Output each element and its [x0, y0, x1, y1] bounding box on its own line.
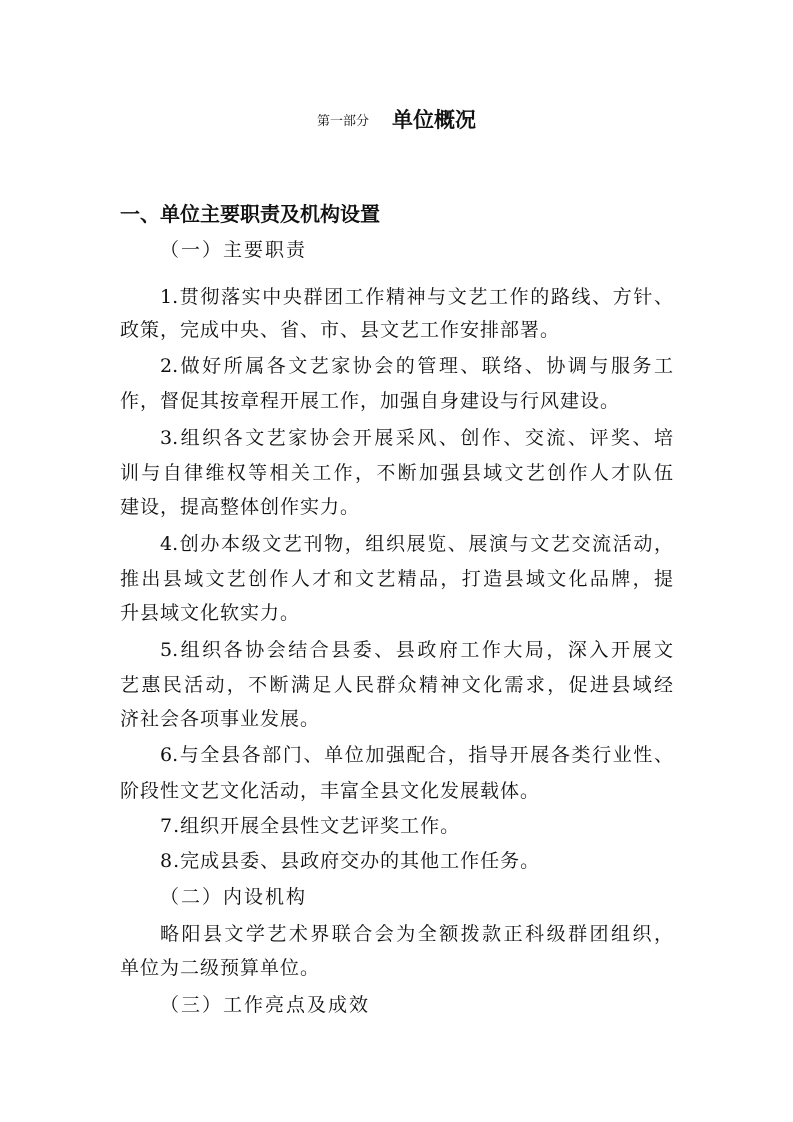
- paragraph-line: 训与自律维权等相关工作，不断加强县域文艺创作人才队伍: [120, 462, 673, 484]
- paragraph-line: 1.贯彻落实中央群团工作精神与文艺工作的路线、方针、: [160, 286, 673, 308]
- paragraph-line: 阶段性文艺文化活动，丰富全县文化发展载体。: [120, 780, 541, 802]
- subheading: （一）主要职责: [160, 239, 308, 261]
- page-header: [0, 104, 793, 134]
- paragraph-line: 略阳县文学艺术界联合会为全额拨款正科级群团组织，: [160, 923, 673, 945]
- paragraph-line: 推出县域文艺创作人才和文艺精品，打造县域文化品牌，提: [120, 568, 673, 590]
- subheading: （三）工作亮点及成效: [160, 994, 371, 1016]
- part-title: 单位概况: [392, 108, 477, 132]
- section-heading: 一、单位主要职责及机构设置: [120, 202, 380, 226]
- paragraph-line: 6.与全县各部门、单位加强配合，指导开展各类行业性、: [160, 744, 673, 766]
- subheading: （二）内设机构: [160, 886, 308, 908]
- paragraph-line: 升县域文化软实力。: [120, 602, 301, 624]
- part-label: 第一部分: [316, 113, 369, 129]
- paragraph-line: 4.创办本级文艺刊物，组织展览、展演与文艺交流活动，: [160, 533, 673, 555]
- paragraph-line: 作，督促其按章程开展工作，加强自身建设与行风建设。: [120, 390, 621, 412]
- paragraph-line: 3.组织各文艺家协会开展采风、创作、交流、评奖、培: [160, 427, 673, 449]
- paragraph-line: 建设，提高整体创作实力。: [120, 496, 361, 518]
- paragraph-line: 艺惠民活动，不断满足人民群众精神文化需求，促进县域经: [120, 674, 673, 696]
- paragraph-line: 单位为二级预算单位。: [120, 957, 321, 979]
- paragraph-line: 8.完成县委、县政府交办的其他工作任务。: [160, 850, 541, 872]
- paragraph-line: 2.做好所属各文艺家协会的管理、联络、协调与服务工: [160, 355, 673, 377]
- paragraph-line: 7.组织开展全县性文艺评奖工作。: [160, 815, 461, 837]
- paragraph-line: 济社会各项事业发展。: [120, 708, 321, 730]
- paragraph-line: 政策，完成中央、省、市、县文艺工作安排部署。: [120, 319, 561, 341]
- paragraph-line: 5.组织各协会结合县委、县政府工作大局，深入开展文: [160, 639, 673, 661]
